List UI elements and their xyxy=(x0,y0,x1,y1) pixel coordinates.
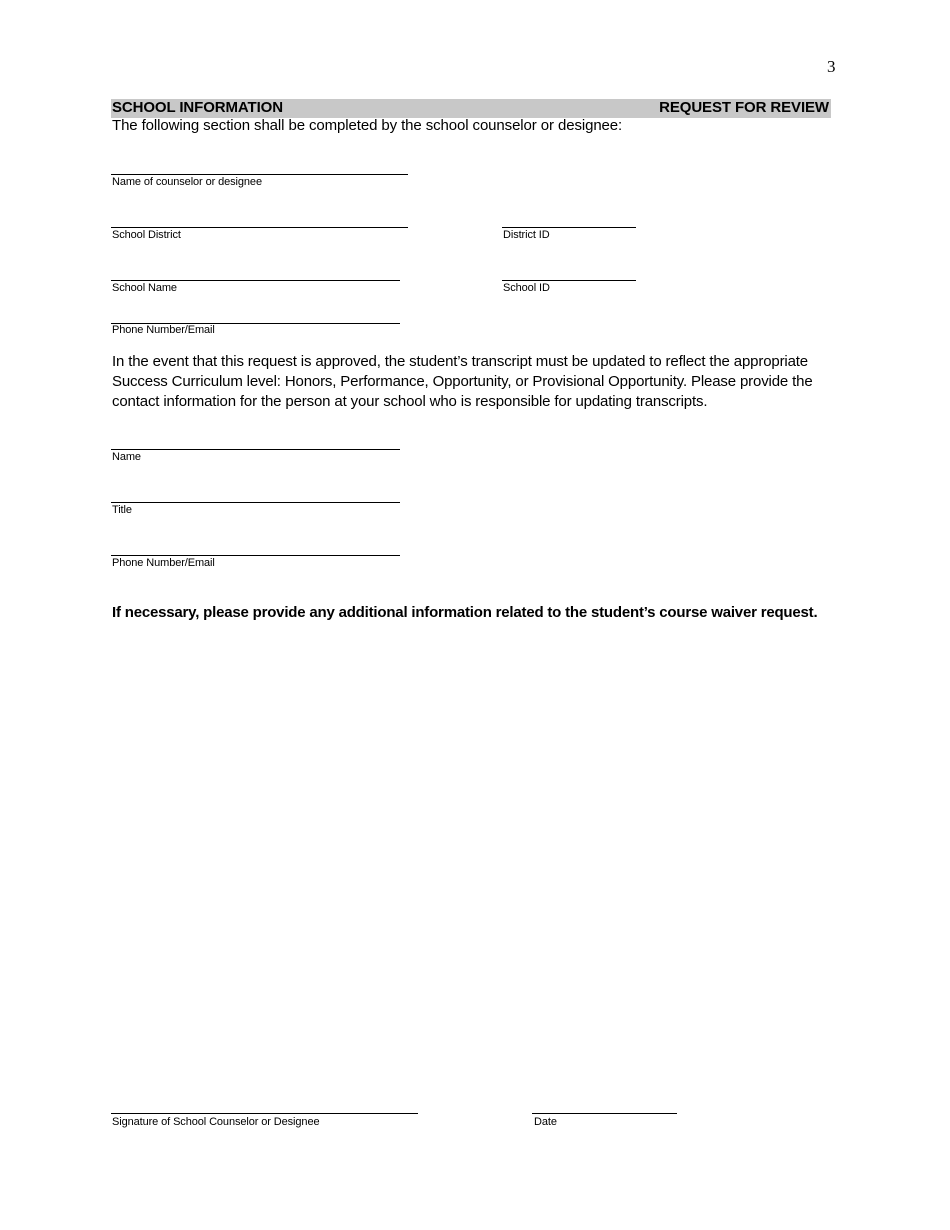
section-title: SCHOOL INFORMATION xyxy=(112,99,283,116)
school-name-field[interactable] xyxy=(111,280,400,281)
district-id-field[interactable] xyxy=(502,227,636,228)
transcript-contact-name-label: Name xyxy=(112,451,141,463)
intro-text: The following section shall be completed by the school counselor or designee: xyxy=(112,117,623,134)
additional-info-prompt: If necessary, please provide any additional information related to the student’s course waiver request. xyxy=(112,604,818,621)
page-number: 3 xyxy=(827,57,836,76)
counselor-phone-email-label: Phone Number/Email xyxy=(112,324,215,336)
school-id-field[interactable] xyxy=(502,280,636,281)
transcript-contact-title-field[interactable] xyxy=(111,502,400,503)
signature-label: Signature of School Counselor or Designee xyxy=(112,1116,320,1128)
transcript-contact-name-field[interactable] xyxy=(111,449,400,450)
school-district-field[interactable] xyxy=(111,227,408,228)
school-name-label: School Name xyxy=(112,282,177,294)
transcript-contact-phone-email-field[interactable] xyxy=(111,555,400,556)
school-id-label: School ID xyxy=(503,282,550,294)
counselor-name-field[interactable] xyxy=(111,174,408,175)
date-label: Date xyxy=(534,1116,557,1128)
form-title: REQUEST FOR REVIEW xyxy=(659,99,829,116)
signature-field[interactable] xyxy=(111,1113,418,1114)
school-district-label: School District xyxy=(112,229,181,241)
transcript-contact-title-label: Title xyxy=(112,504,132,516)
transcript-contact-phone-email-label: Phone Number/Email xyxy=(112,557,215,569)
district-id-label: District ID xyxy=(503,229,550,241)
counselor-name-label: Name of counselor or designee xyxy=(112,176,262,188)
date-field[interactable] xyxy=(532,1113,677,1114)
transcript-instructions: In the event that this request is approved, the student’s transcript must be updated to reflect the appropriate Success Curriculum level: Honors, Performance, Opportunity, or Provisional Opportunity. Please provide the contact information for the person at your school who is responsible for updating transcripts. xyxy=(112,353,813,410)
